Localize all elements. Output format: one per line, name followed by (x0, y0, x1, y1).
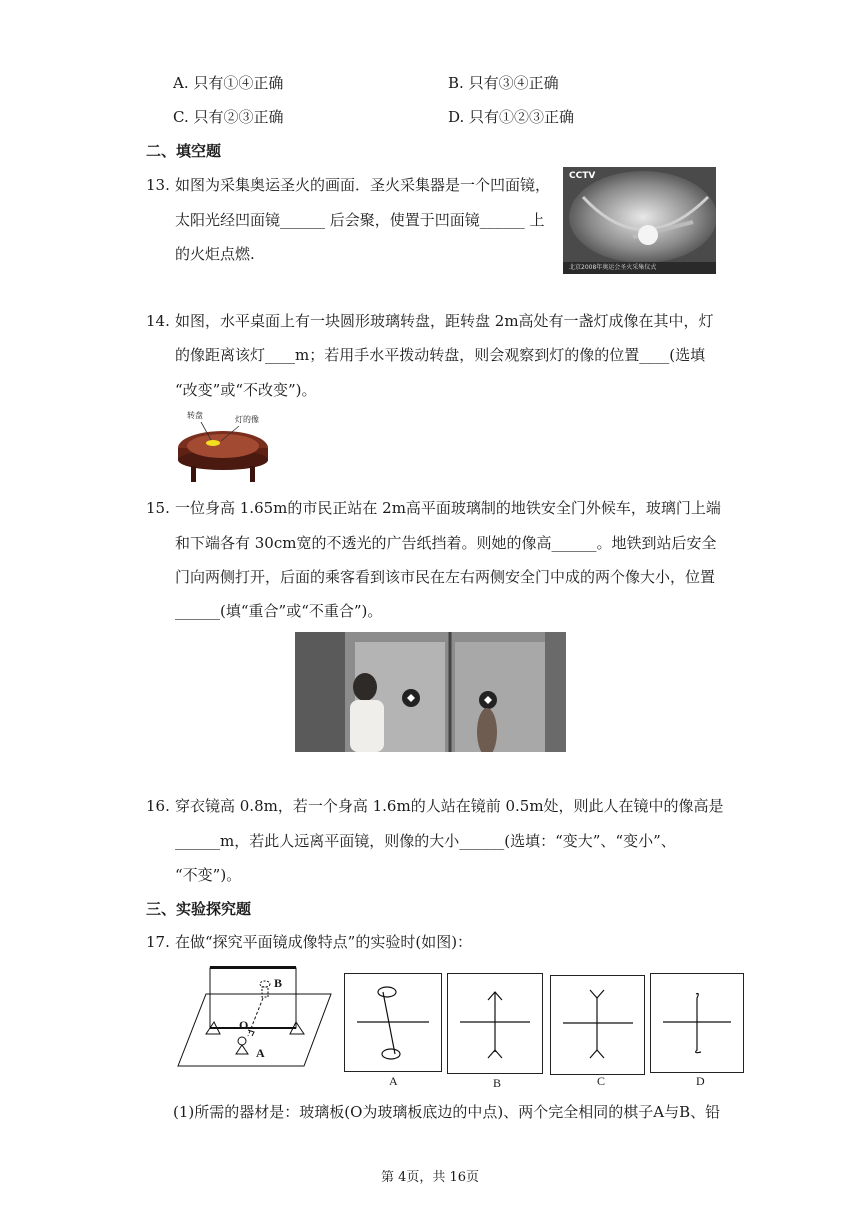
torch-photo (563, 167, 716, 274)
question-text: ______(填“重合”或“不重合”)。 (175, 602, 383, 620)
concave-mirror-image (563, 167, 716, 274)
choice-d-label: D (696, 1074, 705, 1088)
question-number: 15. (146, 499, 170, 517)
question-text: 在做“探究平面镜成像特点”的实验时(如图)： (175, 933, 473, 951)
choice-c-label: C (597, 1074, 606, 1088)
question-text: “不变”)。 (175, 866, 242, 884)
question-text: 一位身高 1.65m的市民正站在 2m高平面玻璃制的地铁安全门外候车，玻璃门上端 (175, 499, 721, 517)
turntable-label: 转盘 (187, 411, 203, 420)
option-text: 只有③④正确 (468, 74, 559, 92)
question-text: 门向两侧打开，后面的乘客看到该市民在左右两侧安全门中成的两个像大小，位置 (175, 568, 716, 586)
question-text: 的像距离该灯____m；若用手水平拨动转盘，则会观察到灯的像的位置____(选填 (175, 346, 706, 364)
page-footer: 第 4页，共 16页 (380, 1170, 480, 1185)
question-text: 如图，水平桌面上有一块圆形玻璃转盘，距转盘 2m高处有一盏灯成像在其中，灯 (175, 312, 714, 330)
option-b (448, 72, 559, 93)
question-number: 17. (146, 933, 170, 951)
option-d (448, 106, 574, 127)
question-number: 13. (146, 176, 170, 194)
choice-b-figure (447, 973, 543, 1074)
subway-door-image (295, 632, 566, 752)
option-text: 只有②③正确 (193, 108, 284, 126)
lamp-image-label: 灯的像 (235, 415, 259, 424)
figure-a-drawing (345, 974, 441, 1071)
choice-b-label: B (493, 1076, 502, 1090)
option-label: C. (173, 108, 189, 126)
choice-d-figure (650, 973, 744, 1073)
label-o: O (239, 1018, 249, 1032)
option-text: 只有①②③正确 (469, 108, 575, 126)
section-title: 三、实验探究题 (146, 900, 252, 918)
option-text: 只有①④正确 (193, 74, 284, 92)
option-c (173, 106, 284, 127)
figure-b-drawing (448, 974, 542, 1073)
experiment-setup-diagram (176, 962, 336, 1072)
figure-d-drawing (651, 974, 743, 1072)
subway-door-photo (295, 632, 566, 752)
choice-a-label: A (389, 1074, 398, 1088)
choice-a-figure (344, 973, 442, 1072)
question-number: 14. (146, 312, 170, 330)
figure-c-drawing (551, 976, 644, 1074)
sub-question-text: (1)所需的器材是：玻璃板(O为玻璃板底边的中点)、两个完全相同的棋子A与B、铅 (173, 1103, 721, 1121)
section-title: 二、填空题 (146, 142, 222, 160)
question-text: 如图为采集奥运圣火的画面．圣火采集器是一个凹面镜， (175, 176, 551, 194)
label-b: B (274, 976, 283, 990)
option-label: B. (448, 74, 464, 92)
question-text: 太阳光经凹面镜______ 后会聚，使置于凹面镜______ 上 (175, 211, 545, 229)
turntable-photo (173, 408, 273, 486)
question-text: “改变”或“不改变”)。 (175, 381, 317, 399)
choice-c-figure (550, 975, 645, 1075)
tv-logo: CCTV (569, 171, 596, 181)
question-text: 穿衣镜高 0.8m，若一个身高 1.6m的人站在镜前 0.5m处，则此人在镜中的像高是 (175, 797, 724, 815)
option-a (173, 72, 283, 93)
photo-caption: 北京2008年奥运会圣火采集仪式 (569, 264, 657, 271)
option-label: A. (173, 74, 189, 92)
question-text: 和下端各有 30cm宽的不透光的广告纸挡着。则她的像高______。地铁到站后安全 (175, 534, 717, 552)
question-number: 16. (146, 797, 170, 815)
label-a: A (256, 1046, 265, 1060)
question-text: ______m，若此人远离平面镜，则像的大小______(选填：“变大”、“变小”、 (175, 832, 676, 850)
option-label: D. (448, 108, 465, 126)
question-text: 的火炬点燃. (175, 245, 255, 263)
